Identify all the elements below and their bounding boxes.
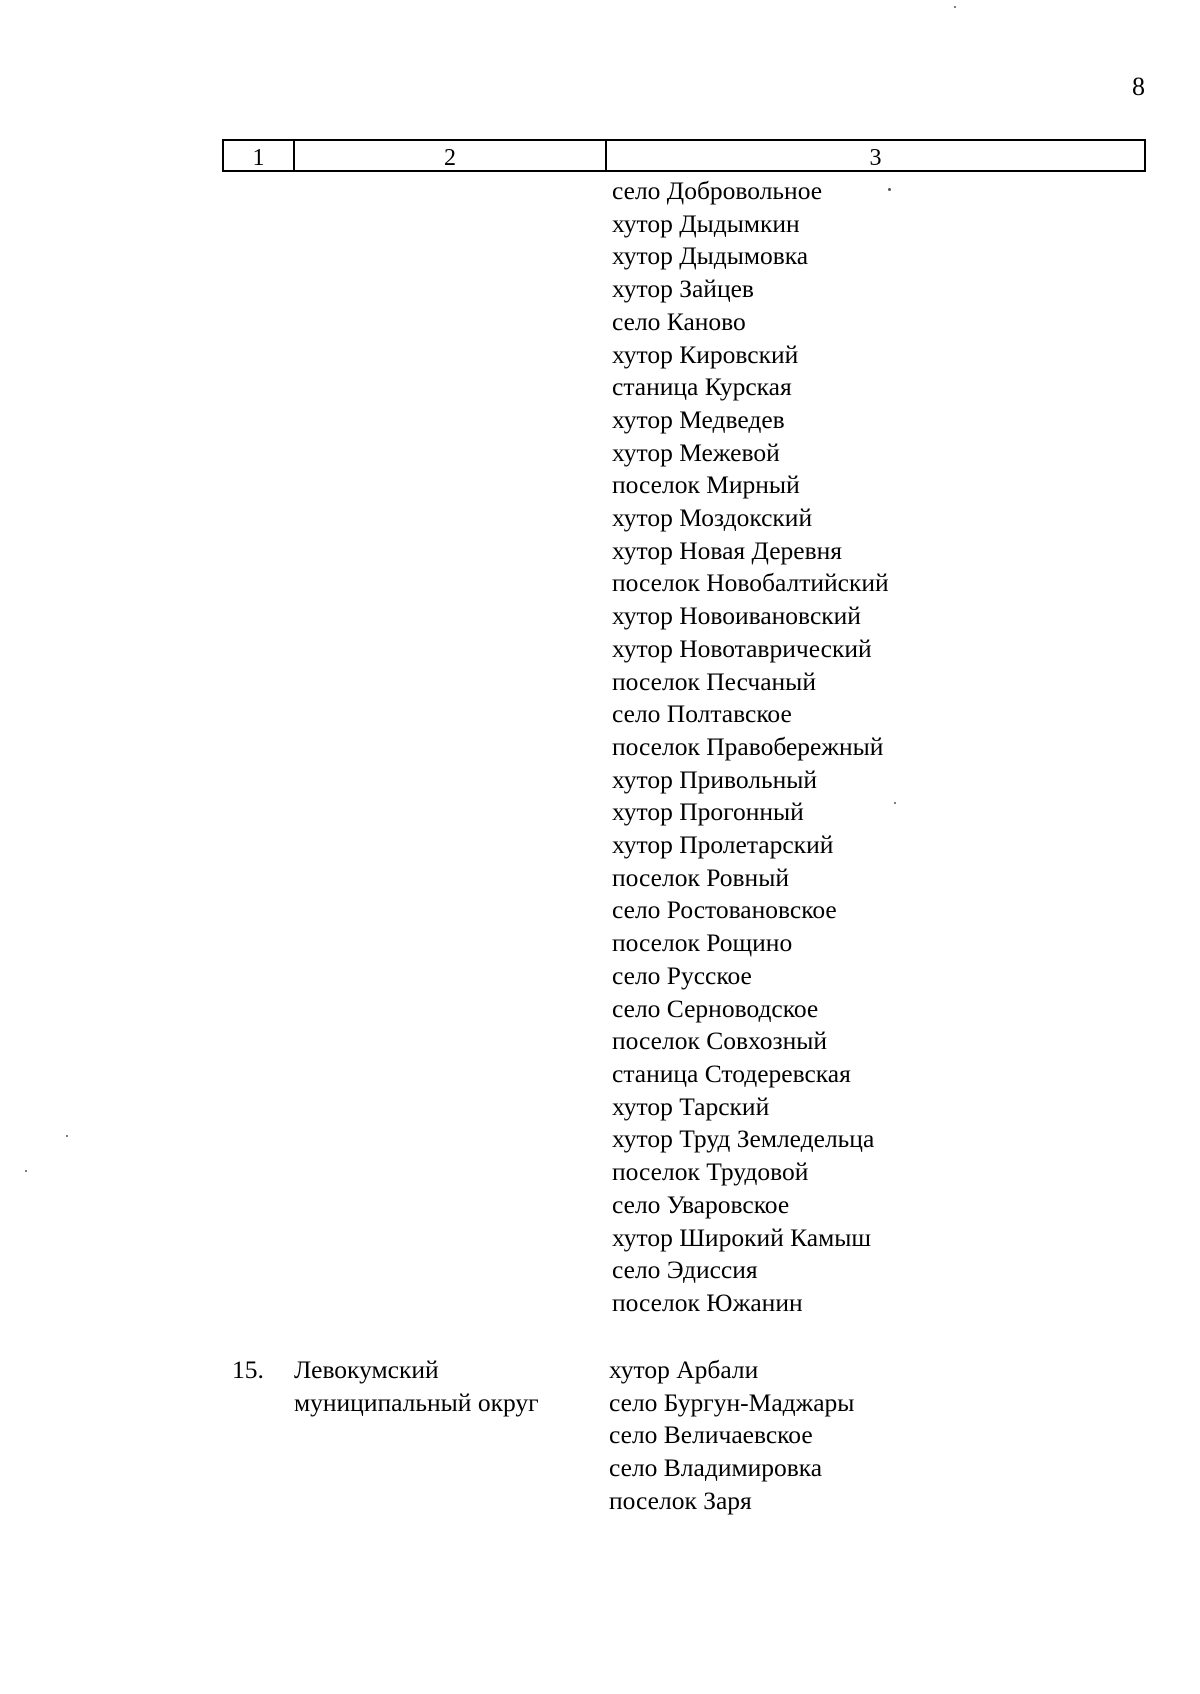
list-item: поселок Ровный: [612, 862, 789, 892]
list-item: село Полтавское: [612, 699, 792, 729]
list-item: село Владимировка: [609, 1453, 823, 1483]
list-item: хутор Зайцев: [612, 274, 754, 304]
district-name-line: Левокумский: [294, 1355, 439, 1384]
list-item: хутор Кировский: [612, 339, 799, 369]
list-item: хутор Широкий Камыш: [612, 1222, 872, 1252]
list-item: село Бургун-Маджары: [609, 1387, 855, 1417]
list-item: хутор Арбали: [609, 1355, 759, 1384]
table-header-col-3: 3: [869, 145, 882, 171]
list-item: хутор Межевой: [612, 437, 780, 467]
list-item: поселок Южанин: [612, 1287, 803, 1317]
list-item: хутор Новоивановский: [612, 601, 861, 631]
list-item: хутор Тарский: [612, 1091, 770, 1121]
list-item: хутор Новая Деревня: [612, 535, 843, 565]
list-item: село Уваровское: [612, 1189, 790, 1219]
list-item: поселок Правобережный: [612, 731, 884, 761]
list-item: хутор Труд Земледельца: [612, 1124, 875, 1154]
scan-speck: [888, 188, 891, 191]
list-item: поселок Совхозный: [612, 1026, 828, 1056]
list-item: станица Стодеревская: [612, 1058, 851, 1088]
list-item: поселок Трудовой: [612, 1157, 809, 1187]
table-header-col-2: 2: [295, 141, 607, 170]
scan-speck: [25, 1170, 27, 1172]
list-item: хутор Прогонный: [612, 797, 804, 827]
district-name-line: муниципальный округ: [294, 1387, 539, 1417]
entry-number: 15.: [232, 1355, 264, 1384]
list-item: хутор Привольный: [612, 764, 818, 794]
scan-speck: [894, 802, 896, 804]
page-number: 8: [1132, 72, 1145, 101]
list-item: поселок Новобалтийский: [612, 568, 889, 598]
list-item: хутор Дыдымовка: [612, 241, 809, 271]
scan-speck: [954, 6, 956, 8]
list-item: станица Курская: [612, 372, 792, 402]
list-item: хутор Пролетарский: [612, 830, 834, 860]
district-name: [294, 1354, 539, 1419]
list-item: село Эдиссия: [612, 1255, 758, 1285]
list-item: село Серноводское: [612, 993, 819, 1023]
list-item: село Русское: [612, 960, 752, 990]
table-header: [222, 139, 1146, 172]
list-item: хутор Дыдымкин: [612, 208, 800, 238]
list-item: поселок Заря: [609, 1485, 752, 1515]
list-item: село Ростовановское: [612, 895, 837, 925]
list-item: село Величаевское: [609, 1420, 813, 1450]
scan-speck: [66, 1135, 68, 1137]
list-item: поселок Рощино: [612, 928, 793, 958]
district-settlement-list: [609, 1354, 854, 1518]
list-item: хутор Новотаврический: [612, 633, 872, 663]
list-item: поселок Песчаный: [612, 666, 816, 696]
continued-settlement-list: [612, 175, 889, 1320]
list-item: село Добровольное: [612, 176, 823, 205]
list-item: хутор Моздокский: [612, 503, 813, 533]
list-item: село Каново: [612, 306, 746, 336]
list-item: хутор Медведев: [612, 404, 785, 434]
table-header-col-1: 1: [224, 141, 295, 170]
list-item: поселок Мирный: [612, 470, 800, 500]
